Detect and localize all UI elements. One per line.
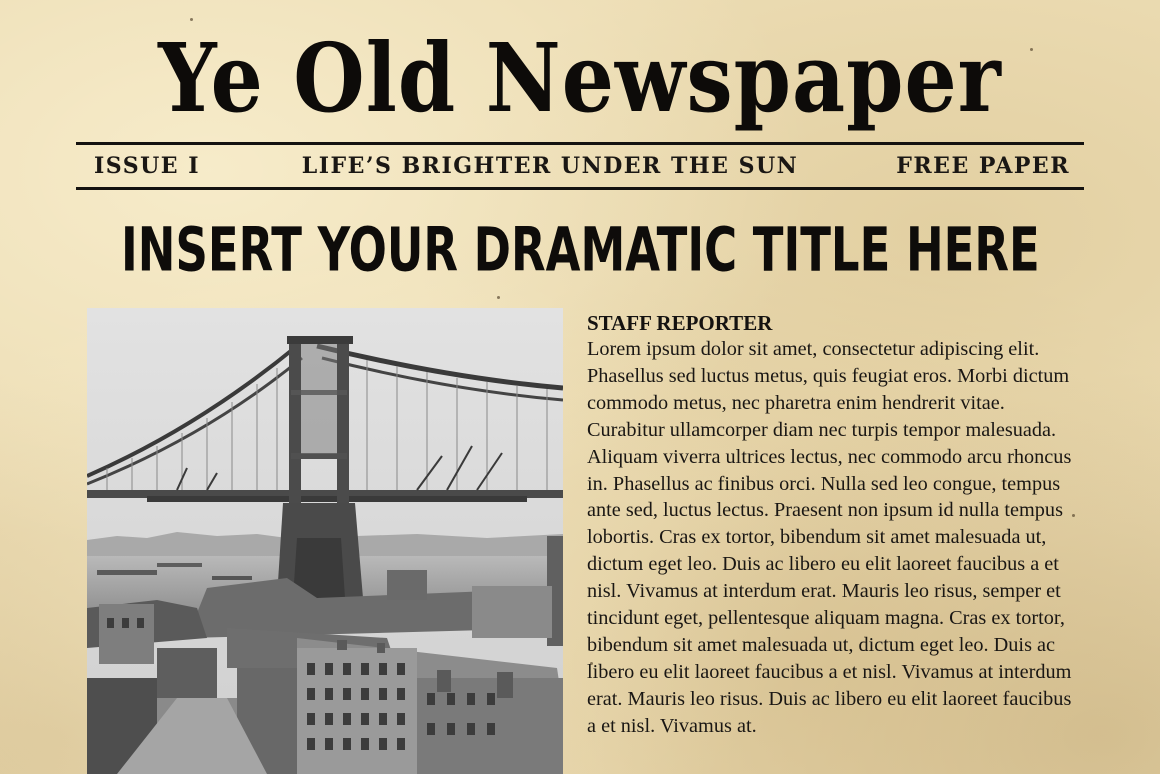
article-body: Lorem ipsum dolor sit amet, consectetur adipiscing elit. Phasellus sed luctus metus, quis feugiat eros. Morbi dictum commodo metus, nec pharetra enim hendrerit vitae. Curabitur ullamcorper diam nec turpis tempor malesuada. Aliquam viverra ultrices lectus, nec commodo arcu rhoncus in. Phasellus ac finibus orci. Nulla sed leo congue, tempus ante sed, luctus lectus. Praesent non ipsum id nulla tempus lobortis. Cras ex tortor, bibendum sit amet malesuada ut, dictum eget leo. Duis ac libero eu elit laoreet faucibus a et nisl. Vivamus at interdum erat. Mauris leo risus, semper et tincidunt eget, pellentesque aliquam magna. Cras ex tortor, bibendum sit amet malesuada ut, dictum eget leo. Duis ac libero eu elit laoreet faucibus a et nisl. Vivamus at interdum erat. Mauris leo risus. Duis ac libero eu elit laoreet faucibus a et nisl. Vivamus at. (587, 338, 1072, 737)
bridge-photo (87, 308, 563, 774)
masthead-top-rule (76, 142, 1084, 145)
article (587, 310, 1077, 740)
newspaper-name: Ye Old Newspaper (158, 23, 1002, 135)
masthead-bottom-rule (76, 187, 1084, 190)
paper-price: FREE PAPER (896, 153, 1070, 179)
masthead (0, 16, 1160, 142)
bridge-photo-icon (87, 308, 563, 774)
headline (0, 205, 1160, 295)
headline-text: INSERT YOUR DRAMATIC TITLE HERE (120, 214, 1040, 286)
issue-number: ISSUE I (94, 153, 200, 179)
newspaper-motto: LIFE’S BRIGHTER UNDER THE SUN (301, 153, 799, 179)
byline: STAFF REPORTER (587, 311, 773, 335)
